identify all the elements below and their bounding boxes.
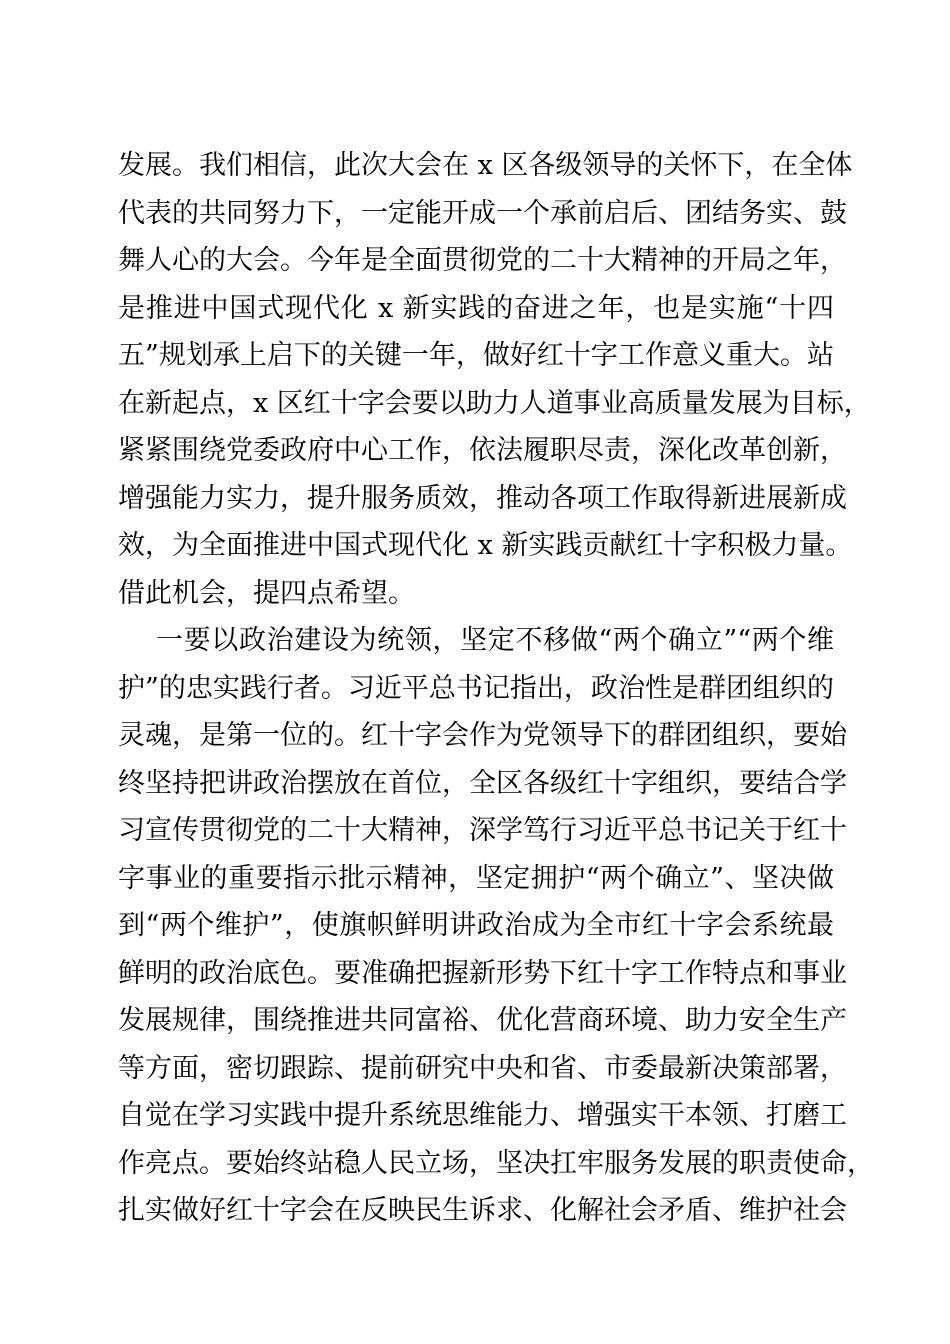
text-line: 终坚持把讲政治摆放在首位，全区各级红十字组织，要结合学 [118,767,847,799]
paragraph-2 [118,617,874,1235]
text-line: 发展。我们相信，此次大会在 x 区各级领导的关怀下，在全体 [118,150,853,181]
text-line: 五”规划承上启下的关键一年，做好红十字工作意义重大。站 [118,340,834,371]
text-line: 效，为全面推进中国式现代化 x 新实践贡献红十字积极力量。 [118,530,853,561]
text-line: 护”的忠实践行者。习近平总书记指出，政治性是群团组织的 [118,672,834,704]
text-line: 借此机会，提四点希望。 [118,577,415,609]
text-line: 作亮点。要始终站稳人民立场，坚决扛牢服务发展的职责使命， [118,1147,874,1179]
text-line: 一要以政治建设为统领，坚定不移做“两个确立”“两个维 [156,625,834,656]
text-line: 发展规律，围绕推进共同富裕、优化营商环境、助力安全生产 [118,1005,847,1036]
text-line: 扎实做好红十字会在反映民生诉求、化解社会矛盾、维护社会 [118,1195,847,1226]
text-line: 紧紧围绕党委政府中心工作，依法履职尽责，深化改革创新， [118,435,847,466]
text-line: 等方面，密切跟踪、提前研究中央和省、市委最新决策部署， [118,1052,847,1084]
paragraph-1 [118,142,871,617]
text-line: 增强能力实力，提升服务质效，推动各项工作取得新进展新成 [118,482,847,514]
text-line: 灵魂，是第一位的。红十字会作为党领导下的群团组织，要始 [118,720,847,751]
text-line: 在新起点，x 区红十字会要以助力人道事业高质量发展为目标， [118,387,871,419]
text-line: 代表的共同努力下，一定能开成一个承前启后、团结务实、鼓 [118,197,847,229]
document-body [118,142,874,1235]
text-line: 习宣传贯彻党的二十大精神，深学笃行习近平总书记关于红十 [118,815,847,846]
text-line: 舞人心的大会。今年是全面贯彻党的二十大精神的开局之年， [118,245,847,276]
text-line: 自觉在学习实践中提升系统思维能力、增强实干本领、打磨工 [118,1100,847,1131]
text-line: 是推进中国式现代化 x 新实践的奋进之年，也是实施“十四 [118,292,834,324]
text-line: 到“两个维护”，使旗帜鲜明讲政治成为全市红十字会系统最 [118,910,834,941]
text-line: 字事业的重要指示批示精神，坚定拥护“两个确立”、坚决做 [118,862,834,894]
text-line: 鲜明的政治底色。要准确把握新形势下红十字工作特点和事业 [118,957,847,989]
